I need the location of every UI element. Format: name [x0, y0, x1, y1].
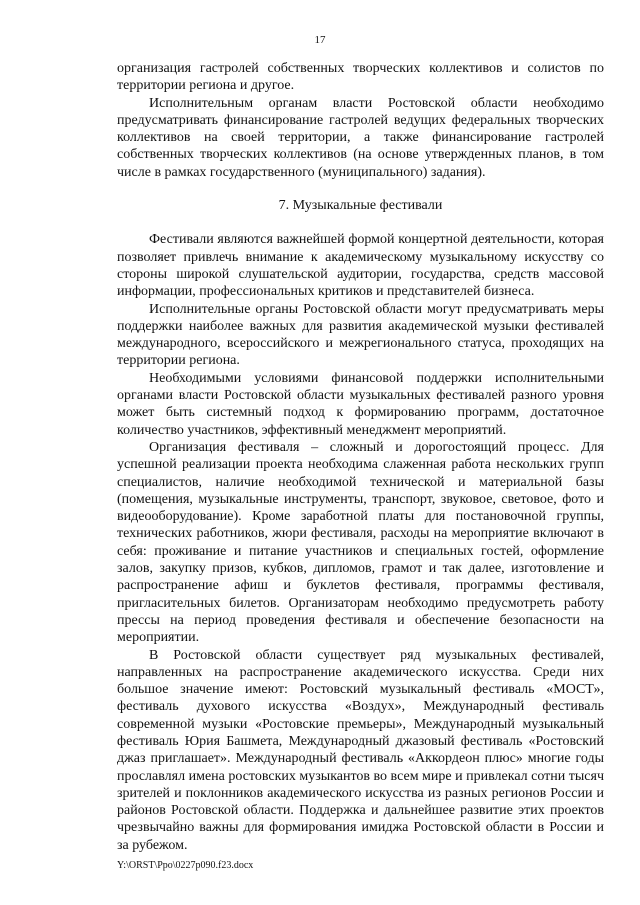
paragraph-festival-organization: Организация фестиваля – сложный и дорогостоящий процесс. Для успешной реализации проекта необходима слаженная работа нескольких групп специалистов, наличие необходимой технической и материальной базы (помещения, музыкальные инструменты, транспорт, звуковое, световое, фото и видеооборудование). Кроме заработной платы для постановочной группы, технических работников, жюри фестиваля, расходы на мероприятие включают в себя: проживание и питание участников и специальных гостей, оформление залов, закупку призов, кубков, дипломов, грамот и так далее, изготовление и распространение афиш и буклетов фестиваля, программы фестиваля, пригласительных билетов. Организаторам необходимо предусмотреть работу прессы на период проведения фестиваля и обеспечение безопасности на мероприятии.	[117, 439, 604, 646]
paragraph-touring-financing: Исполнительным органам власти Ростовской области необходимо предусматривать финансирование гастролей ведущих федеральных творческих коллективов на своей территории, а также финансирование гастролей собственных творческих коллективов (на основе утвержденных планов, в том числе в рамках государственного (муниципального) задания).	[117, 95, 604, 180]
paragraph-festivals-importance: Фестивали являются важнейшей формой концертной деятельности, которая позволяет привлечь внимание к академическому музыкальному искусству со стороны широкой слушательской аудитории, государства, средств массовой информации, профессиональных критиков и представителей бизнеса.	[117, 232, 604, 300]
section-heading: 7. Музыкальные фестивали	[278, 198, 443, 214]
paragraph-rostov-festivals: В Ростовской области существует ряд музыкальных фестивалей, направленных на распространение академического искусства. Среди них большое значение имеют: Ростовский музыкальный фестиваль «МОСТ», фестиваль духового искусства «Воздух», Международный фестиваль современной музыки «Ростовские премьеры», Международный музыкальный фестиваль Юрия Башмета, Международный джазовый фестиваль «Ростовский джаз приглашает». Международный фестиваль «Аккордеон плюс» многие годы прославлял имена ростовских музыкантов во всем мире и привлекал сотни тысяч зрителей и поклонников академического искусства из разных регионов России и районов Ростовской области. Поддержка и дальнейшее развитие этих проектов чрезвычайно важны для формирования имиджа Ростовской области в России и за рубежом.	[117, 647, 604, 853]
document-body	[117, 60, 604, 854]
paragraph-continuation: организация гастролей собственных творческих коллективов и солистов по территории региона и другое.	[117, 61, 604, 94]
footer-file-path: Y:\ORST\Ppo\0227p090.f23.docx	[117, 860, 254, 871]
paragraph-support-conditions: Необходимыми условиями финансовой поддержки исполнительными органами власти Ростовской области музыкальных фестивалей разного уровня может быть системный подход к формированию программ, достаточное количество участников, эффективный менеджмент мероприятий.	[117, 370, 604, 438]
page-number: 17	[314, 34, 326, 46]
paragraph-support-measures: Исполнительные органы Ростовской области могут предусматривать меры поддержки наиболее важных для развития академической музыки фестивалей международного, всероссийского и межрегионального статуса, проходящих на территории региона.	[117, 301, 604, 369]
